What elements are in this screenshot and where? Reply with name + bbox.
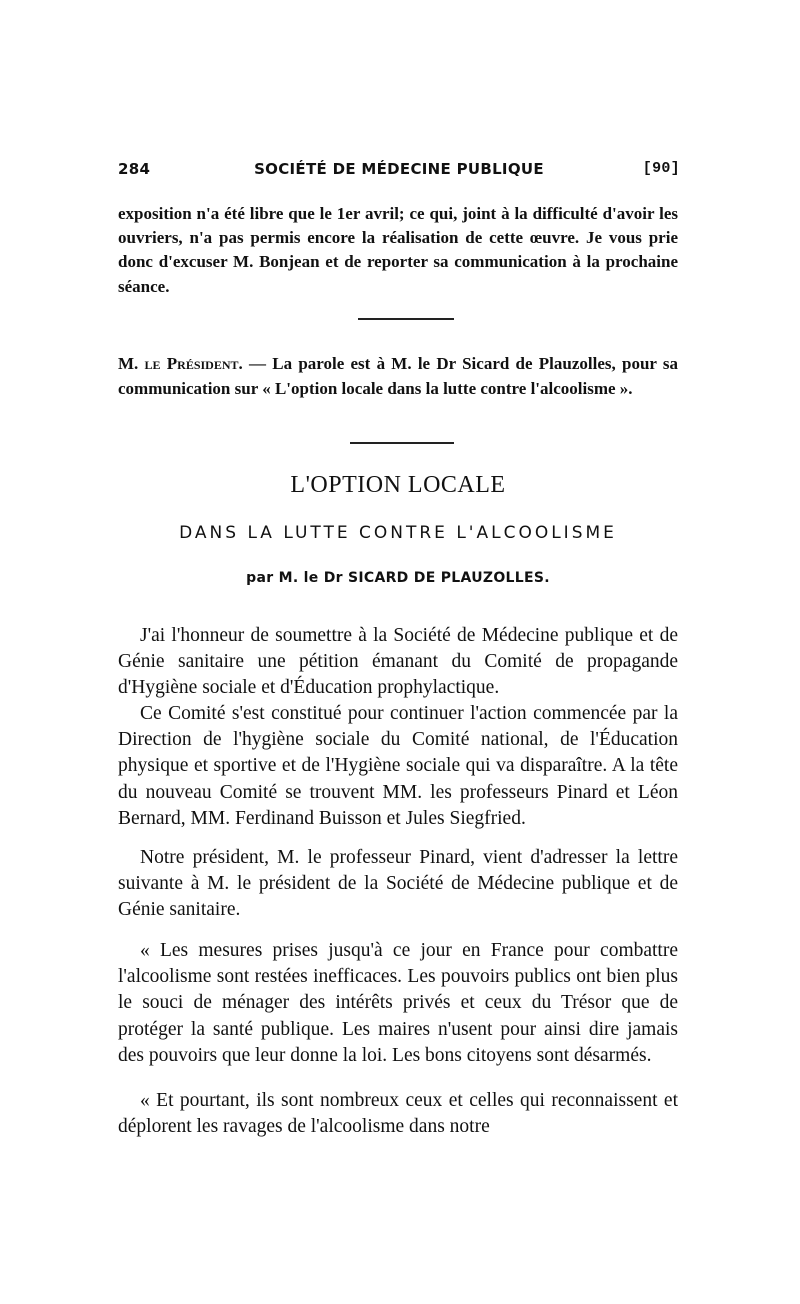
section-divider xyxy=(350,442,454,444)
page-reference: [90] xyxy=(642,160,680,177)
running-title: SOCIÉTÉ DE MÉDECINE PUBLIQUE xyxy=(254,160,544,178)
speaker-label: M. le Président. xyxy=(118,354,243,373)
paragraph-president xyxy=(118,352,678,401)
paragraph-exposition: exposition n'a été libre que le 1er avril; ce qui, joint à la difficulté d'avoir les ouvriers, n'a pas permis encore la réalisation de cette œuvre. Je vous prie donc d'excuser M. Bonjean et de reporter sa communication à la prochaine séance. xyxy=(118,204,678,296)
article-byline: par M. le Dr SICARD DE PLAUZOLLES. xyxy=(246,570,550,586)
body-paragraph: Ce Comité s'est constitué pour continuer l'action commencée par la Direction de l'hygiène sociale du Comité national, de l'Éducation physique et sportive et de l'Hygiène sociale qui va disparaître. A la tête du nouveau Comité se trouvent MM. les professeurs Pinard et Léon Bernard, MM. Ferdinand Buisson et Jules Siegfried. xyxy=(118,703,678,829)
body-paragraph: J'ai l'honneur de soumettre à la Société de Médecine publique et de Génie sanitaire une pétition émanant du Comité de propagande d'Hygiène sociale et d'Éducation prophylactique. xyxy=(118,625,678,699)
article-subtitle: DANS LA LUTTE CONTRE L'ALCOOLISME xyxy=(179,523,617,543)
page-number: 284 xyxy=(118,160,151,178)
section-divider xyxy=(358,318,454,320)
body-paragraph: Notre président, M. le professeur Pinard, vient d'adresser la lettre suivante à M. le président de la Société de Médecine publique et de Génie sanitaire. xyxy=(118,847,678,921)
article-title: L'OPTION LOCALE xyxy=(290,472,506,498)
speaker-text: — La parole est à M. le Dr Sicard de Plauzolles, pour sa communication sur « L'option locale dans la lutte contre l'alcoolisme ». xyxy=(118,354,678,398)
page-header xyxy=(118,160,680,184)
body-paragraph: « Les mesures prises jusqu'à ce jour en France pour combattre l'alcoolisme sont restées inefficaces. Les pouvoirs publics ont bien plus le souci de ménager des intérêts privés et ceux du Trésor que de protéger la santé publique. Les maires n'usent pour ainsi dire jamais des pouvoirs que leur donne la loi. Les bons citoyens sont désarmés. xyxy=(118,940,678,1066)
body-paragraph: « Et pourtant, ils sont nombreux ceux et celles qui reconnaissent et déplorent les ravages de l'alcoolisme dans notre xyxy=(118,1090,678,1138)
